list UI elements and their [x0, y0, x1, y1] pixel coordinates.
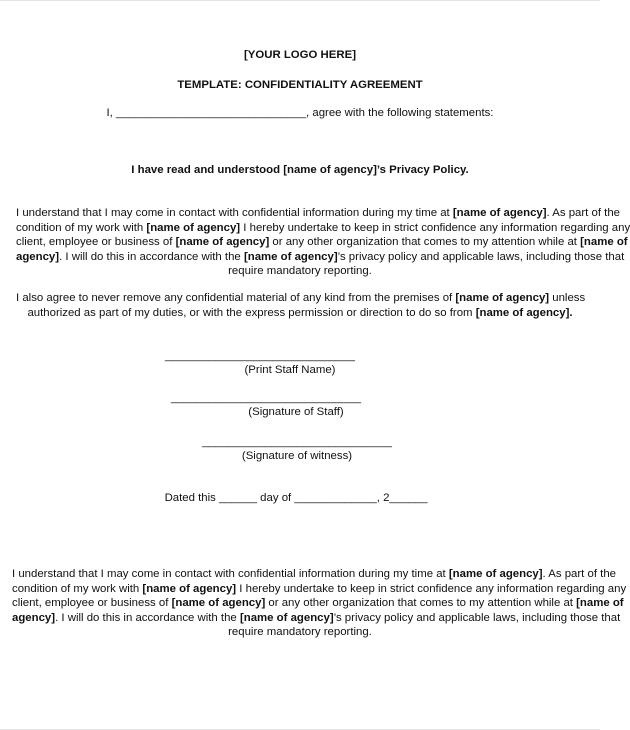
logo-placeholder: [YOUR LOGO HERE]: [243, 49, 356, 61]
agency-placeholder: [name of agency]: [146, 221, 241, 234]
paragraph-line: [16, 291, 584, 306]
paragraph-line: [16, 206, 620, 221]
paragraph-text: or any other organization that comes to my attention while at: [269, 236, 581, 249]
confidentiality-paragraph-1: [16, 206, 630, 279]
paragraph-text: . I will do this in accordance with the: [59, 250, 244, 263]
paragraph-text: I understand that I may come in contact with confidential information during my time at: [16, 207, 453, 219]
document-title: TEMPLATE: CONFIDENTIALITY AGREEMENT: [177, 79, 423, 91]
paragraph-line: [16, 235, 628, 250]
agency-placeholder: agency]: [16, 250, 60, 263]
top-divider: [0, 0, 600, 1]
agency-placeholder: [name of agency]: [175, 236, 270, 249]
agency-placeholder: [name of agency]: [142, 582, 237, 595]
agency-placeholder: agency]: [12, 611, 56, 624]
staff-signature-label: (Signature of Staff): [248, 406, 344, 418]
paragraph-text: condition of my work with: [16, 221, 147, 234]
paragraph-text: I also agree to never remove any confidential material of any kind from the premises of: [16, 292, 456, 304]
paragraph-text: . As part of the: [542, 568, 616, 580]
paragraph-text: require mandatory reporting.: [228, 265, 372, 278]
paragraph-text: I hereby undertake to keep in strict confidence any information regarding any: [240, 221, 630, 234]
dated-line: Dated this ______ day of _____________, 2______: [164, 492, 428, 504]
paragraph-line: [12, 596, 624, 611]
paragraph-line: [16, 250, 625, 265]
paragraph-text: . As part of the: [546, 207, 620, 219]
confidentiality-paragraph-2: [12, 567, 627, 640]
agency-placeholder: [name of: [580, 236, 628, 249]
paragraph-text: condition of my work with: [12, 582, 143, 595]
agency-placeholder: [name of agency]: [171, 597, 266, 610]
paragraph-text: require mandatory reporting.: [228, 626, 372, 639]
paragraph-line: [16, 264, 584, 279]
paragraph-text: . I will do this in accordance with the: [55, 611, 240, 624]
witness-signature-line: ______________________________: [201, 436, 393, 448]
removal-paragraph: [16, 291, 584, 320]
agree-statement: I, ______________________________, agree with the following statements:: [106, 107, 494, 119]
agency-placeholder: [name of agency]: [455, 292, 550, 304]
agency-placeholder: [name of agency].: [475, 306, 573, 319]
paragraph-line: [12, 567, 616, 582]
paragraph-line: [16, 306, 584, 321]
paragraph-text: unless: [549, 292, 586, 304]
paragraph-line: [16, 221, 630, 236]
print-name-line: ______________________________: [164, 350, 356, 362]
agency-placeholder: [name of agency]: [448, 568, 543, 580]
paragraph-text: ’s privacy policy and applicable laws, including those that: [337, 250, 625, 263]
paragraph-text: or any other organization that comes to my attention while at: [265, 597, 577, 610]
paragraph-line: [12, 611, 621, 626]
paragraph-line: [12, 625, 588, 640]
print-name-label: (Print Staff Name): [244, 364, 336, 376]
paragraph-text: client, employee or business of: [12, 597, 172, 610]
agency-placeholder: [name of agency]: [452, 207, 547, 219]
staff-signature-line: ______________________________: [170, 392, 362, 404]
paragraph-line: [12, 582, 627, 597]
agency-placeholder: [name of agency]: [243, 250, 338, 263]
paragraph-text: I understand that I may come in contact with confidential information during my time at: [12, 568, 449, 580]
privacy-policy-statement: I have read and understood [name of agency]’s Privacy Policy.: [131, 164, 469, 176]
witness-signature-label: (Signature of witness): [241, 450, 353, 462]
agency-placeholder: [name of agency]: [239, 611, 334, 624]
paragraph-text: client, employee or business of: [16, 236, 176, 249]
paragraph-text: authorized as part of my duties, or with the express permission or direction to do so from: [27, 306, 476, 319]
paragraph-text: ’s privacy policy and applicable laws, including those that: [333, 611, 621, 624]
agency-placeholder: [name of: [576, 597, 624, 610]
paragraph-text: I hereby undertake to keep in strict confidence any information regarding any: [236, 582, 627, 595]
